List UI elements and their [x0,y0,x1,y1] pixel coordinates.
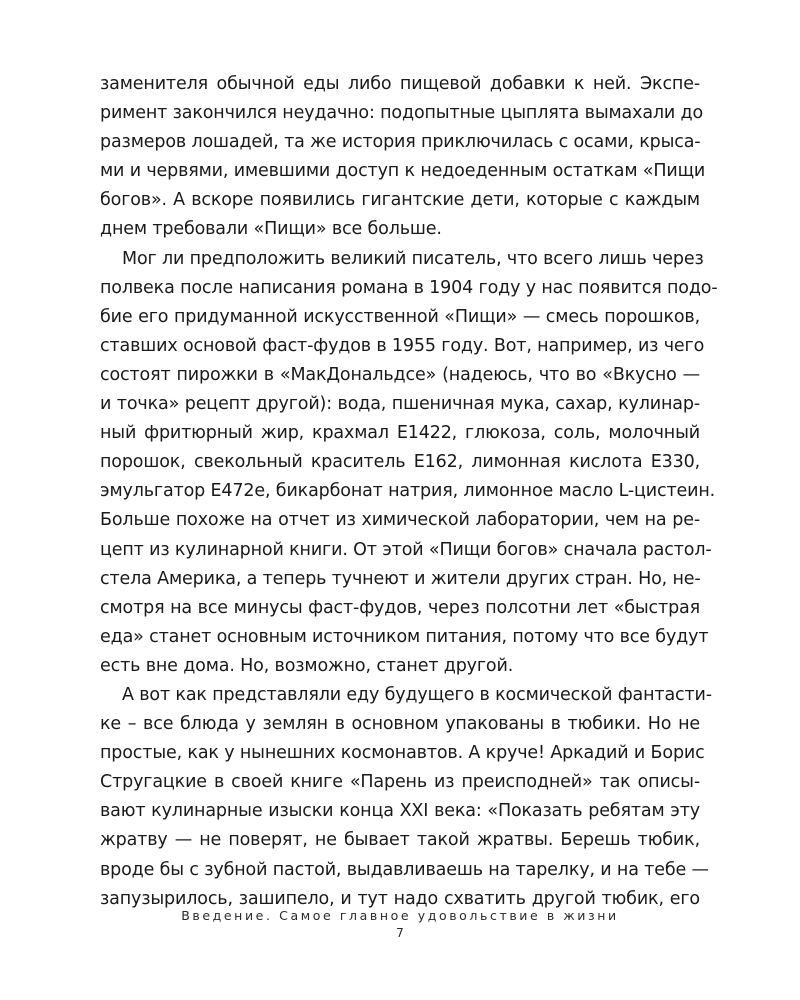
text-line: бие его придуманной искусственной «Пищи» — смесь порошков, [100,306,700,327]
text-line: цепт из кулинарной книги. От этой «Пищи богов» сначала растол- [100,539,712,560]
text-line: богов». А вскоре появились гигантские дети, которые с каждым [100,190,700,211]
text-line: и точка» рецепт другой): вода, пшеничная мука, сахар, кулинар- [100,394,700,415]
text-line: смотря на все минусы фаст-фудов, через полсотни лет «быстрая [100,597,700,618]
text-line: полвека после написания романа в 1904 году у нас появится подо- [100,277,718,298]
text-line: порошок, свекольный краситель Е162, лимонная кислота Е330, [100,452,700,473]
text-line: жратву — не поверят, не бывает такой жратвы. Берешь тюбик, [100,830,700,851]
text-line: вают кулинарные изыски конца XXI века: «Показать ребятам эту [100,801,700,822]
text-line: заменителя обычной еды либо пищевой добавки к ней. Экспе- [100,74,700,94]
text-line: размеров лошадей, та же история приключилась с осами, крыса- [100,132,701,153]
text-line: днем требовали «Пищи» все больше. [100,219,442,240]
text-line: еда» станет основным источником питания, потому что все будут [100,626,709,647]
text-line: есть вне дома. Но, возможно, станет другой. [100,655,514,676]
text-line: состоят пирожки в «МакДональдсе» (надеюсь, что во «Вкусно — [100,364,700,385]
paragraph-first-line: А вот как представляли еду будущего в космической фантасти- [122,684,712,705]
text-line: Больше похоже на отчет из химической лаборатории, чем на ре- [100,510,700,531]
text-line: ке – все блюда у землян в основном упакованы в тюбики. Но не [100,714,700,735]
text-line: запузырилось, зашипело, и тут надо схватить другой тюбик, его [100,888,700,909]
text-line: ный фритюрный жир, крахмал Е1422, глюкоза, соль, молочный [100,423,700,444]
text-line: ставших основой фаст-фудов в 1955 году. Вот, например, из чего [100,335,705,356]
paragraph-first-line: Мог ли предположить великий писатель, что всего лишь через [122,248,704,269]
text-line: ми и червями, имевшими доступ к недоеденным остаткам «Пищи [100,161,706,182]
text-line: вроде бы с зубной пастой, выдавливаешь на тарелку, и на тебе — [100,859,709,880]
page-number: 7 [396,926,404,940]
text-line: простые, как у нынешних космонавтов. А круче! Аркадий и Борис [100,743,705,764]
body-text [100,70,718,914]
text-line: стела Америка, а теперь тучнеют и жители других стран. Но, не- [100,568,701,589]
text-line: Стругацкие в своей книге «Парень из преисподней» так описы- [100,772,700,793]
text-line: эмульгатор Е472е, бикарбонат натрия, лимонное масло L-цистеин. [100,481,716,502]
text-line: римент закончился неудачно: подопытные цыплята вымахали до [100,103,704,124]
running-footer-title: Введение. Самое главное удовольствие в жизни [181,908,619,923]
